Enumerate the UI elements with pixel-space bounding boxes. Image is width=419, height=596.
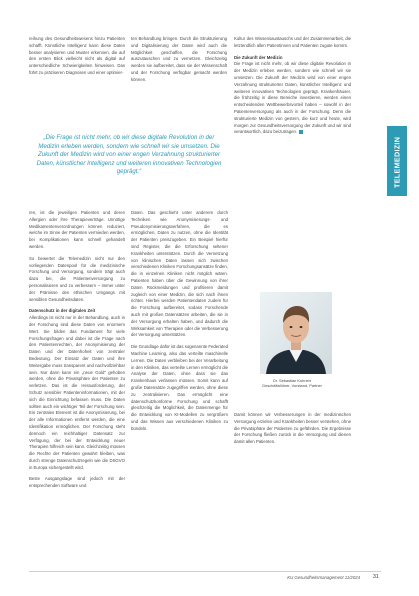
footer-rule	[29, 571, 381, 572]
column-middle-bottom	[131, 210, 228, 438]
pull-quote: „Die Frage ist nicht mehr, ob wir diese digitale Revolution in der Medizin erleben werden, sondern wie schnell wir sie umsetzen. Die Zukunft der Medizin wird von einer engen Verzahnung strukturierter Daten, künstlicher Intelligenz und weiteren innovativen Technologien geprägt.“	[36, 134, 222, 176]
end-mark-icon	[299, 130, 303, 134]
side-margin	[383, 28, 391, 576]
column-left-bottom	[29, 210, 125, 495]
column-right-bottom	[234, 412, 351, 451]
column-left-top	[29, 36, 125, 82]
paragraph: So bewertet die Telemedizin nicht nur den vorliegenden Datenpool für die medizinische Forschung und Versorgung, sondern trägt auch dazu bei, die Patientenversorgung zu personalisieren und zu verbessern – immer unter der Prämisse des ethischen Umgangs mit sensiblen Gesundheitsdaten.	[29, 255, 125, 302]
paragraph: Daten. Das geschieht unter anderem durch Techniken wie Anonymisierungs- und Pseudonymisierungsverfahren, die es ermöglichen, Daten zu nutzen, ohne die Identität der Patienten preiszugeben. Ein Beispiel hierfür sind Register, die die Erforschung seltener Krankheiten unterstützen. Durch die Vernetzung von klinischen Daten lassen sich zwischen verschiedenen Kliniken Forschungsansätze finden, die in einzelnen Kliniken nicht möglich wären. Patienten haben über die Gewinnung von ihrer Daten Rückmeldungen und profitieren damit zugleich von einer Medizin, die sich nach ihnen richtet. Hierbei werden Patientendaten zudem für die Forschung aufbereitet, sodass Forschende auch mit großen Datensätzen arbeiten, die sie in der Versorgung erhalten haben, und dadurch die Wirksamkeit von Therapien oder die Verbesserung der Versorgung unterstützen.	[131, 210, 228, 338]
page-number: 31	[372, 574, 379, 580]
paragraph: ten Behandlung bringen. Durch die Strukturierung und Digitalisierung der Daten wird auch die Möglichkeit geschaffen, die Forschung auszutauschen und zu vernetzen. Gleichzeitig werden sie aufbereitet, dass sie der Wissenschaft und der Forschung verfügbar gemacht werden können.	[131, 36, 227, 82]
section-label: TELEMEDIZIN	[392, 136, 402, 188]
column-right-top	[234, 36, 351, 141]
paragraph: Beste Ausgangslage sind jedoch mit der entsprechenden Software und	[29, 476, 125, 489]
paragraph: Die Grundlage dafür ist das sogenannte Federated Machine Learning, also das verteilte maschinelle Lernen. Die Daten verbleiben bei der Verarbeitung in den Kliniken, das verteilte Lernen ermöglicht die Analyse der Daten, ohne dass sie das Krankenhaus verlassen müssen. Somit kann auf große Datensätze zugegriffen werden, ohne diese zu zentralisieren. Das ermöglicht eine datenschutzkonforme Forschung und schafft gleichzeitig die Möglichkeit, die Datenmenge für die Entwicklung von KI-Modellen zu vergrößern und das Wissen aus verschiedenen Kliniken zu bündeln.	[131, 344, 228, 431]
subheading: Die Zukunft der Medizin	[234, 54, 283, 60]
photo-caption	[232, 378, 352, 388]
footer-journal: KU Gesundheitsmanagement 11/2024	[287, 575, 360, 580]
paragraph: ren, ist die jeweiligen Patienten und deren Allergien oder ihre Therapieverträge. Unnötige Medikamentenverordnungen können reduziert, welche im Sinne der Patienten vermieden werden, bei Komplikationen kann schnell gehandelt werden.	[29, 210, 125, 249]
caption-name: Dr. Sebastian Kuhnert	[272, 378, 312, 383]
paragraph: reihung des Gesundheitswesens hinzu Patienten schafft. Künstliche Intelligenz kann diese Daten besser analysieren und Muster erkennen, die auf den ersten Blick vielleicht nicht als digital auf unterschiedliche Schwierigkeiten hinweisen. Das führt zu präziseren Diagnosen und einer optimier-	[29, 36, 125, 75]
paragraph: Die Frage ist nicht mehr, ob wir diese digitale Revolution in der Medizin erleben werden, sondern wie schnell wir sie umsetzen. Die Zukunft der Medizin wird von einer engen Verzahnung strukturierter Daten, künstlicher Intelligenz und weiteren innovativen Technologien geprägt. Krankenhäuser, die frühzeitig in diese Bereiche investieren, werden einen entscheidenden Wettbewerbsvorteil haben – sowohl in der Patientenversorgung als auch in der Forschung. Denn die strukturierte Medizin von gestern, die kurz und heute, wird morgen zur Gesundheitsversorgung der Zukunft und wir sind verantwortlich, dazu beizutragen.	[234, 61, 351, 135]
column-middle-top	[131, 36, 227, 89]
paragraph: Kultur des Wissensaustauschs und der Zusammenarbeit, die letztendlich allen Patientinnen und Patienten zugute kommt.	[234, 36, 351, 48]
paragraph: Damit können wir Verbesserungen in der medizinischen Versorgung erzielen und Krankheiten besser verstehen, ohne die Privatsphäre der Patienten zu gefährden. Die Ergebnisse der Forschung fließen zurück in die Versorgung und dienen damit allen Patienten.	[234, 412, 351, 445]
author-photo	[260, 292, 332, 374]
paragraph: Allerdings ist nicht nur in der Behandlung, auch in der Forschung sind diese Daten von enormem Wert. Sie bilden das Fundament für viele Forschungsfragen und dabei ist die Frage nach den Patientenrechten, der Anonymisierung der Daten und der Datenhoheit von zentraler Bedeutung. Der Einsatz der Daten und ihre Weitergabe muss transparent und nachvollziehbar sein. Nur dann kann ein „neue Gold“ gehoben werden, ohne die Privatsphäre der Patienten zu verletzen. Das ist die Herausforderung, der Schutz sensibler Patienteninformationen, mit der sich die Einrichtung befassen muss. Die Daten sollten auch ein wichtiger Teil der Forschung sein. Ein zentrales Element ist die Anonymisierung, bei der alle Informationen entfernt werden, die eine Identifikation ermöglichen. Der Forschung steht dennoch ein reichhaltiger Datensatz zur Verfügung, der bei der Entwicklung neuer Therapien hilfreich sein kann. Gleichzeitig müssen die Rechte der Patienten gewahrt bleiben, was durch strenge Datenschutzregeln wie die DSGVO in Europa sichergestellt wird.	[29, 315, 125, 470]
caption-role: Geschäftsführer, Vorstand, Partner	[262, 383, 322, 388]
subheading: Datenschutz in der digitalen Zeit	[29, 308, 96, 314]
